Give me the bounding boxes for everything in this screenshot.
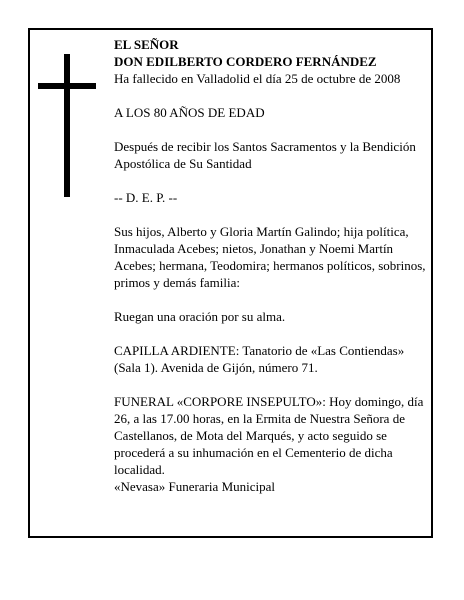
chapel-paragraph: CAPILLA ARDIENTE: Tanatorio de «Las Contiendas» (Sala 1). Avenida de Gijón, número 71. [114,343,405,375]
obituary-text [114,36,426,495]
death-line: Ha fallecido en Valladolid el día 25 de octubre de 2008 [114,71,401,86]
title-line-1: EL SEÑOR [114,37,179,52]
sacraments-paragraph: Después de recibir los Santos Sacramentos y la Bendición Apostólica de Su Santidad [114,139,416,171]
prayer-line: Ruegan una oración por su alma. [114,309,286,324]
deceased-name: DON EDILBERTO CORDERO FERNÁNDEZ [114,54,377,69]
cross-vertical-bar [64,54,70,197]
funeral-paragraph: FUNERAL «CORPORE INSEPULTO»: Hoy domingo, día 26, a las 17.00 horas, en la Ermita de Nuestra Señora de Castellanos, de Mota del Marqués, y acto seguido se procederá a su inhumación en el Cementerio de dicha localidad. [114,394,424,477]
age-line: A LOS 80 AÑOS DE EDAD [114,105,265,120]
cross-horizontal-bar [38,83,96,89]
family-paragraph: Sus hijos, Alberto y Gloria Martín Galindo; hija política, Inmaculada Acebes; nietos, Jonathan y Noemi Martín Acebes; hermana, Teodomira; hermanos políticos, sobrinos, primos y demás familia: [114,224,426,290]
funeral-home-line: «Nevasa» Funeraria Municipal [114,479,276,494]
dep-line: -- D. E. P. -- [114,190,178,205]
